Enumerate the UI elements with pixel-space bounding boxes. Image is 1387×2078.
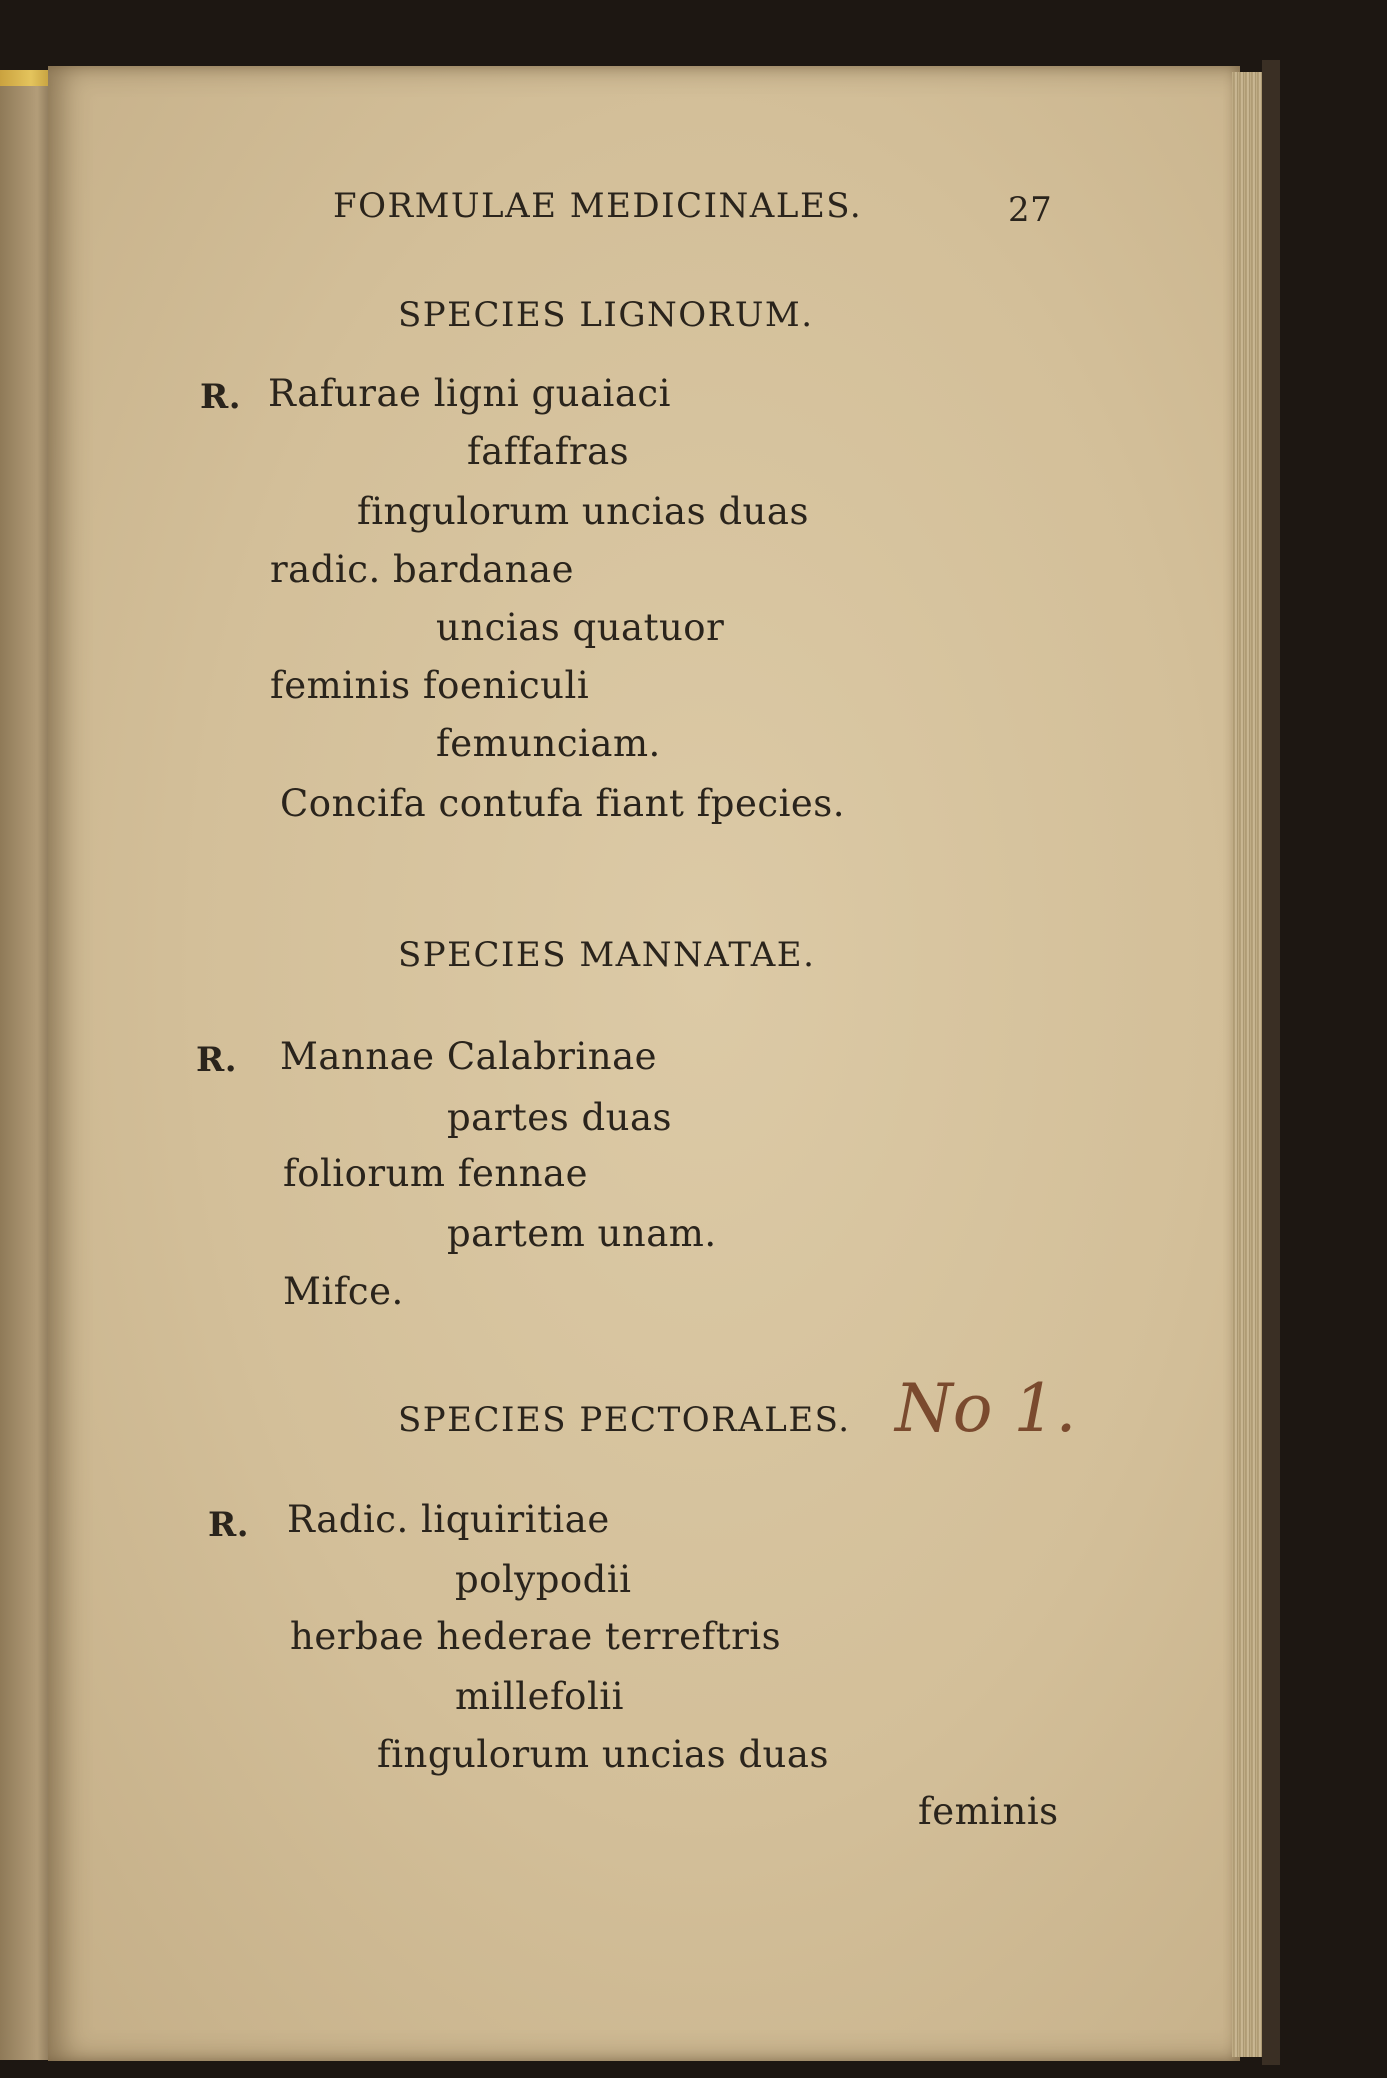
recipe-line: uncias quatuor (436, 606, 725, 649)
cover-edge (1262, 60, 1280, 2065)
recipe-mark: R. (196, 1040, 238, 1080)
recipe-line: herbae hederae terreftris (290, 1615, 782, 1658)
recipe-line: Radic. liquiritiae (287, 1498, 610, 1541)
recipe-line: Mifce. (283, 1270, 404, 1313)
running-head-title: FORMULAE MEDICINALES. (333, 186, 863, 226)
recipe-line: millefolii (455, 1675, 624, 1718)
recipe-line: foliorum fennae (283, 1152, 588, 1195)
handwritten-note: No 1. (895, 1370, 1077, 1447)
recipe-line: fingulorum uncias duas (377, 1733, 829, 1776)
recipe-line: Rafurae ligni guaiaci (268, 372, 671, 415)
recipe-line: polypodii (455, 1558, 632, 1601)
recipe-line: partes duas (447, 1096, 673, 1139)
section-heading-lignorum: SPECIES LIGNORUM. (398, 295, 814, 335)
recipe-line: faffafras (467, 430, 630, 473)
recipe-line: partem unam. (447, 1212, 717, 1255)
recipe-line: radic. bardanae (270, 548, 574, 591)
page-number: 27 (1008, 190, 1053, 230)
recipe-line: Mannae Calabrinae (280, 1035, 658, 1078)
recipe-line: fingulorum uncias duas (357, 490, 809, 533)
catchword: feminis (918, 1790, 1059, 1833)
recipe-line: Concifa contufa fiant fpecies. (280, 782, 846, 825)
section-heading-pectorales: SPECIES PECTORALES. (398, 1400, 851, 1440)
recipe-mark: R. (200, 377, 242, 417)
recipe-line: feminis foeniculi (270, 664, 590, 707)
recipe-mark: R. (208, 1505, 250, 1545)
recipe-line: femunciam. (436, 722, 661, 765)
section-heading-mannatae: SPECIES MANNATAE. (398, 935, 816, 975)
